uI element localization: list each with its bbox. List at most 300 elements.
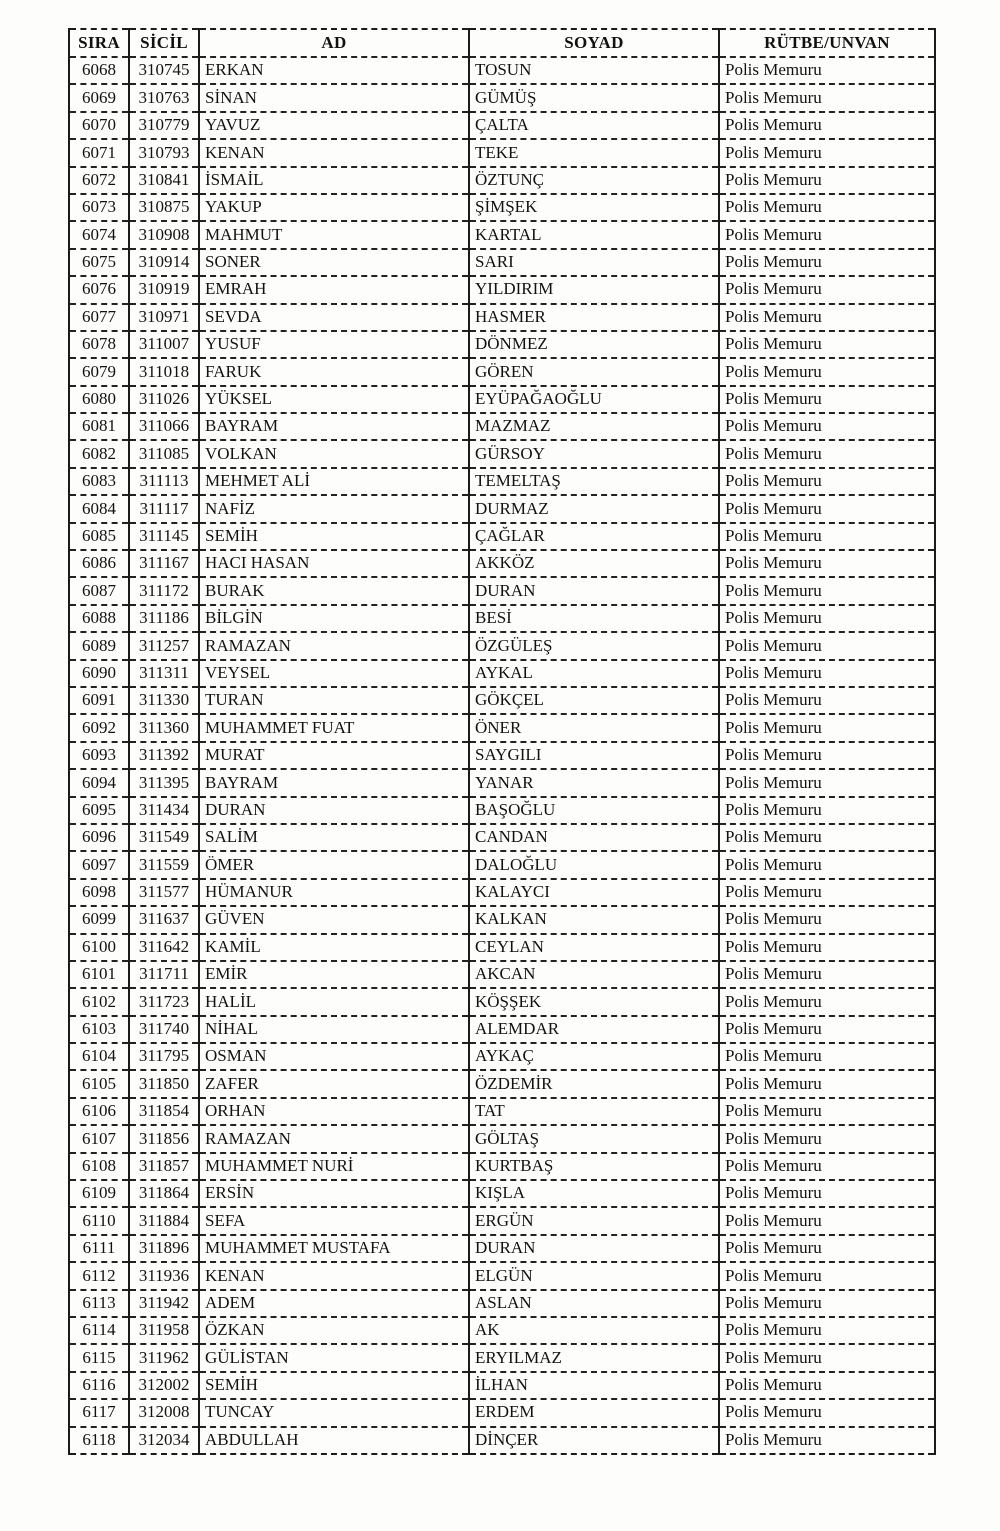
- cell-sira: 6097: [69, 851, 129, 878]
- cell-rutbe-unvan: Polis Memuru: [719, 167, 935, 194]
- cell-sira: 6100: [69, 934, 129, 961]
- cell-soyad: KURTBAŞ: [469, 1153, 719, 1180]
- cell-sira: 6099: [69, 906, 129, 933]
- table-row: [69, 714, 935, 741]
- cell-ad: İSMAİL: [199, 167, 469, 194]
- cell-rutbe-unvan: Polis Memuru: [719, 1399, 935, 1426]
- cell-sira: 6114: [69, 1317, 129, 1344]
- cell-ad: GÜVEN: [199, 906, 469, 933]
- cell-sira: 6106: [69, 1098, 129, 1125]
- table-row: [69, 413, 935, 440]
- cell-ad: TURAN: [199, 687, 469, 714]
- table-row: [69, 194, 935, 221]
- cell-ad: HALİL: [199, 988, 469, 1015]
- cell-sicil: 311936: [129, 1262, 199, 1289]
- cell-soyad: GÜMÜŞ: [469, 84, 719, 111]
- cell-soyad: AYKAL: [469, 660, 719, 687]
- cell-soyad: TEMELTAŞ: [469, 468, 719, 495]
- cell-sira: 6076: [69, 276, 129, 303]
- cell-rutbe-unvan: Polis Memuru: [719, 84, 935, 111]
- cell-sira: 6094: [69, 769, 129, 796]
- cell-ad: ABDULLAH: [199, 1427, 469, 1454]
- cell-soyad: AKKÖZ: [469, 550, 719, 577]
- personnel-table: [68, 28, 936, 1455]
- cell-rutbe-unvan: Polis Memuru: [719, 1207, 935, 1234]
- cell-sicil: 311007: [129, 331, 199, 358]
- cell-ad: YÜKSEL: [199, 386, 469, 413]
- cell-sicil: 311958: [129, 1317, 199, 1344]
- table-row: [69, 797, 935, 824]
- cell-sira: 6108: [69, 1153, 129, 1180]
- cell-rutbe-unvan: Polis Memuru: [719, 386, 935, 413]
- cell-soyad: SAYGILI: [469, 742, 719, 769]
- cell-sira: 6088: [69, 605, 129, 632]
- table-row: [69, 769, 935, 796]
- cell-sira: 6091: [69, 687, 129, 714]
- table-row: [69, 577, 935, 604]
- cell-rutbe-unvan: Polis Memuru: [719, 523, 935, 550]
- cell-sicil: 310793: [129, 139, 199, 166]
- cell-soyad: DİNÇER: [469, 1427, 719, 1454]
- table-row: [69, 1262, 935, 1289]
- table-row: [69, 961, 935, 988]
- cell-ad: MUHAMMET FUAT: [199, 714, 469, 741]
- cell-sicil: 311723: [129, 988, 199, 1015]
- cell-ad: VOLKAN: [199, 440, 469, 467]
- cell-sira: 6112: [69, 1262, 129, 1289]
- table-row: [69, 1016, 935, 1043]
- cell-ad: SONER: [199, 249, 469, 276]
- table-row: [69, 1043, 935, 1070]
- cell-soyad: ERGÜN: [469, 1207, 719, 1234]
- cell-sicil: 311026: [129, 386, 199, 413]
- table-row: [69, 687, 935, 714]
- cell-soyad: ÇAĞLAR: [469, 523, 719, 550]
- cell-soyad: ŞİMŞEK: [469, 194, 719, 221]
- cell-sira: 6075: [69, 249, 129, 276]
- cell-sicil: 311311: [129, 660, 199, 687]
- cell-sicil: 311856: [129, 1125, 199, 1152]
- cell-rutbe-unvan: Polis Memuru: [719, 550, 935, 577]
- cell-sira: 6107: [69, 1125, 129, 1152]
- cell-rutbe-unvan: Polis Memuru: [719, 413, 935, 440]
- table-row: [69, 57, 935, 84]
- cell-sira: 6109: [69, 1180, 129, 1207]
- table-row: [69, 1317, 935, 1344]
- cell-sicil: 311018: [129, 358, 199, 385]
- cell-ad: MEHMET ALİ: [199, 468, 469, 495]
- table-row: [69, 879, 935, 906]
- cell-sicil: 310919: [129, 276, 199, 303]
- cell-rutbe-unvan: Polis Memuru: [719, 276, 935, 303]
- cell-soyad: ÖZTUNÇ: [469, 167, 719, 194]
- cell-soyad: KÖŞŞEK: [469, 988, 719, 1015]
- cell-ad: MURAT: [199, 742, 469, 769]
- cell-sira: 6073: [69, 194, 129, 221]
- cell-rutbe-unvan: Polis Memuru: [719, 797, 935, 824]
- cell-rutbe-unvan: Polis Memuru: [719, 632, 935, 659]
- cell-sira: 6087: [69, 577, 129, 604]
- cell-sira: 6113: [69, 1290, 129, 1317]
- table-row: [69, 1125, 935, 1152]
- cell-sira: 6085: [69, 523, 129, 550]
- cell-sira: 6072: [69, 167, 129, 194]
- cell-soyad: TOSUN: [469, 57, 719, 84]
- cell-sicil: 311854: [129, 1098, 199, 1125]
- cell-sira: 6093: [69, 742, 129, 769]
- cell-sicil: 311257: [129, 632, 199, 659]
- cell-soyad: GÜRSOY: [469, 440, 719, 467]
- cell-sicil: 311066: [129, 413, 199, 440]
- cell-sira: 6082: [69, 440, 129, 467]
- cell-soyad: AK: [469, 1317, 719, 1344]
- cell-soyad: DALOĞLU: [469, 851, 719, 878]
- cell-rutbe-unvan: Polis Memuru: [719, 1043, 935, 1070]
- cell-sicil: 311085: [129, 440, 199, 467]
- cell-soyad: CANDAN: [469, 824, 719, 851]
- cell-soyad: SARI: [469, 249, 719, 276]
- cell-sira: 6111: [69, 1235, 129, 1262]
- table-row: [69, 523, 935, 550]
- cell-sira: 6115: [69, 1344, 129, 1371]
- cell-rutbe-unvan: Polis Memuru: [719, 906, 935, 933]
- cell-sicil: 311795: [129, 1043, 199, 1070]
- cell-ad: ERKAN: [199, 57, 469, 84]
- cell-rutbe-unvan: Polis Memuru: [719, 468, 935, 495]
- cell-sicil: 310914: [129, 249, 199, 276]
- cell-ad: VEYSEL: [199, 660, 469, 687]
- cell-ad: SEMİH: [199, 523, 469, 550]
- cell-rutbe-unvan: Polis Memuru: [719, 1180, 935, 1207]
- cell-sira: 6092: [69, 714, 129, 741]
- cell-ad: FARUK: [199, 358, 469, 385]
- cell-sicil: 311850: [129, 1070, 199, 1097]
- cell-rutbe-unvan: Polis Memuru: [719, 742, 935, 769]
- cell-sicil: 311172: [129, 577, 199, 604]
- cell-sicil: 310875: [129, 194, 199, 221]
- cell-rutbe-unvan: Polis Memuru: [719, 495, 935, 522]
- cell-rutbe-unvan: Polis Memuru: [719, 1235, 935, 1262]
- cell-soyad: GÖLTAŞ: [469, 1125, 719, 1152]
- table-body: [69, 57, 935, 1454]
- cell-rutbe-unvan: Polis Memuru: [719, 824, 935, 851]
- cell-ad: OSMAN: [199, 1043, 469, 1070]
- cell-rutbe-unvan: Polis Memuru: [719, 304, 935, 331]
- cell-sicil: 310779: [129, 112, 199, 139]
- cell-soyad: İLHAN: [469, 1372, 719, 1399]
- cell-sira: 6095: [69, 797, 129, 824]
- cell-ad: HÜMANUR: [199, 879, 469, 906]
- cell-ad: EMİR: [199, 961, 469, 988]
- cell-soyad: KALAYCI: [469, 879, 719, 906]
- cell-ad: BİLGİN: [199, 605, 469, 632]
- cell-sicil: 311145: [129, 523, 199, 550]
- cell-rutbe-unvan: Polis Memuru: [719, 879, 935, 906]
- table-row: [69, 660, 935, 687]
- table-row: [69, 276, 935, 303]
- cell-sira: 6104: [69, 1043, 129, 1070]
- cell-sira: 6078: [69, 331, 129, 358]
- cell-rutbe-unvan: Polis Memuru: [719, 1262, 935, 1289]
- cell-sira: 6083: [69, 468, 129, 495]
- cell-sira: 6116: [69, 1372, 129, 1399]
- cell-sicil: 311711: [129, 961, 199, 988]
- cell-ad: YUSUF: [199, 331, 469, 358]
- table-row: [69, 1070, 935, 1097]
- cell-soyad: TEKE: [469, 139, 719, 166]
- table-row: [69, 304, 935, 331]
- cell-soyad: ÖNER: [469, 714, 719, 741]
- column-header-sicil: SİCİL: [129, 29, 199, 57]
- table-row: [69, 1427, 935, 1454]
- table-row: [69, 221, 935, 248]
- cell-soyad: MAZMAZ: [469, 413, 719, 440]
- table-row: [69, 139, 935, 166]
- cell-sicil: 311962: [129, 1344, 199, 1371]
- cell-soyad: BAŞOĞLU: [469, 797, 719, 824]
- cell-rutbe-unvan: Polis Memuru: [719, 1344, 935, 1371]
- table-row: [69, 167, 935, 194]
- cell-soyad: GÖKÇEL: [469, 687, 719, 714]
- cell-sicil: 310763: [129, 84, 199, 111]
- cell-sira: 6081: [69, 413, 129, 440]
- cell-sicil: 311117: [129, 495, 199, 522]
- column-header-sira: SIRA: [78, 32, 120, 52]
- cell-ad: YAKUP: [199, 194, 469, 221]
- cell-sicil: 311113: [129, 468, 199, 495]
- table-row: [69, 988, 935, 1015]
- cell-soyad: CEYLAN: [469, 934, 719, 961]
- cell-rutbe-unvan: Polis Memuru: [719, 57, 935, 84]
- cell-ad: BAYRAM: [199, 769, 469, 796]
- cell-sicil: 310841: [129, 167, 199, 194]
- cell-rutbe-unvan: Polis Memuru: [719, 577, 935, 604]
- table-row: [69, 1344, 935, 1371]
- table-row: [69, 468, 935, 495]
- cell-rutbe-unvan: Polis Memuru: [719, 961, 935, 988]
- cell-rutbe-unvan: Polis Memuru: [719, 249, 935, 276]
- table-row: [69, 84, 935, 111]
- cell-rutbe-unvan: Polis Memuru: [719, 1427, 935, 1454]
- cell-ad: RAMAZAN: [199, 632, 469, 659]
- cell-rutbe-unvan: Polis Memuru: [719, 1290, 935, 1317]
- table-row: [69, 1098, 935, 1125]
- cell-rutbe-unvan: Polis Memuru: [719, 1016, 935, 1043]
- cell-sira: 6089: [69, 632, 129, 659]
- cell-sicil: 311395: [129, 769, 199, 796]
- cell-sira: 6069: [69, 84, 129, 111]
- column-header-rutbe-unvan: RÜTBE/UNVAN: [719, 29, 935, 57]
- cell-sira: 6070: [69, 112, 129, 139]
- cell-sicil: 311884: [129, 1207, 199, 1234]
- cell-soyad: GÖREN: [469, 358, 719, 385]
- cell-soyad: DÖNMEZ: [469, 331, 719, 358]
- cell-soyad: ERDEM: [469, 1399, 719, 1426]
- cell-rutbe-unvan: Polis Memuru: [719, 934, 935, 961]
- cell-sicil: 311896: [129, 1235, 199, 1262]
- cell-rutbe-unvan: Polis Memuru: [719, 605, 935, 632]
- table-header-row: [69, 29, 935, 57]
- cell-soyad: BESİ: [469, 605, 719, 632]
- cell-rutbe-unvan: Polis Memuru: [719, 1070, 935, 1097]
- cell-soyad: HASMER: [469, 304, 719, 331]
- cell-soyad: KARTAL: [469, 221, 719, 248]
- cell-soyad: YILDIRIM: [469, 276, 719, 303]
- cell-rutbe-unvan: Polis Memuru: [719, 358, 935, 385]
- table-row: [69, 1180, 935, 1207]
- table-row: [69, 934, 935, 961]
- cell-sicil: 311549: [129, 824, 199, 851]
- cell-soyad: TAT: [469, 1098, 719, 1125]
- column-header-ad: AD: [199, 29, 469, 57]
- cell-sira: 6068: [69, 57, 129, 84]
- cell-soyad: ALEMDAR: [469, 1016, 719, 1043]
- column-header-soyad: SOYAD: [469, 29, 719, 57]
- cell-sicil: 311642: [129, 934, 199, 961]
- cell-sicil: 311857: [129, 1153, 199, 1180]
- cell-soyad: DURAN: [469, 577, 719, 604]
- cell-sicil: 311637: [129, 906, 199, 933]
- cell-sira: 6071: [69, 139, 129, 166]
- cell-sira: 6077: [69, 304, 129, 331]
- cell-ad: NAFİZ: [199, 495, 469, 522]
- cell-sira: 6101: [69, 961, 129, 988]
- table-row: [69, 358, 935, 385]
- table-row: [69, 249, 935, 276]
- cell-rutbe-unvan: Polis Memuru: [719, 1153, 935, 1180]
- cell-rutbe-unvan: Polis Memuru: [719, 112, 935, 139]
- cell-sira: 6090: [69, 660, 129, 687]
- cell-sicil: 311360: [129, 714, 199, 741]
- cell-sira: 6079: [69, 358, 129, 385]
- cell-sira: 6117: [69, 1399, 129, 1426]
- cell-sicil: 312034: [129, 1427, 199, 1454]
- cell-ad: SALİM: [199, 824, 469, 851]
- cell-ad: SEMİH: [199, 1372, 469, 1399]
- table-row: [69, 440, 935, 467]
- cell-rutbe-unvan: Polis Memuru: [719, 687, 935, 714]
- table-row: [69, 386, 935, 413]
- table-row: [69, 1290, 935, 1317]
- cell-ad: SEVDA: [199, 304, 469, 331]
- cell-sira: 6080: [69, 386, 129, 413]
- cell-ad: YAVUZ: [199, 112, 469, 139]
- cell-sira: 6110: [69, 1207, 129, 1234]
- cell-soyad: AKCAN: [469, 961, 719, 988]
- cell-rutbe-unvan: Polis Memuru: [719, 440, 935, 467]
- cell-soyad: ÇALTA: [469, 112, 719, 139]
- cell-rutbe-unvan: Polis Memuru: [719, 221, 935, 248]
- table-row: [69, 824, 935, 851]
- table-row: [69, 1153, 935, 1180]
- cell-sicil: 312002: [129, 1372, 199, 1399]
- cell-rutbe-unvan: Polis Memuru: [719, 714, 935, 741]
- cell-rutbe-unvan: Polis Memuru: [719, 660, 935, 687]
- cell-sira: 6098: [69, 879, 129, 906]
- cell-ad: NİHAL: [199, 1016, 469, 1043]
- cell-sicil: 311740: [129, 1016, 199, 1043]
- table-row: [69, 495, 935, 522]
- cell-rutbe-unvan: Polis Memuru: [719, 1317, 935, 1344]
- cell-sira: 6084: [69, 495, 129, 522]
- cell-ad: ERSİN: [199, 1180, 469, 1207]
- cell-ad: ÖMER: [199, 851, 469, 878]
- cell-ad: TUNCAY: [199, 1399, 469, 1426]
- cell-sicil: 311392: [129, 742, 199, 769]
- table-row: [69, 112, 935, 139]
- cell-ad: HACI HASAN: [199, 550, 469, 577]
- cell-ad: DURAN: [199, 797, 469, 824]
- cell-ad: ZAFER: [199, 1070, 469, 1097]
- cell-soyad: EYÜPAĞAOĞLU: [469, 386, 719, 413]
- cell-soyad: YANAR: [469, 769, 719, 796]
- cell-ad: ADEM: [199, 1290, 469, 1317]
- cell-ad: GÜLİSTAN: [199, 1344, 469, 1371]
- cell-sicil: 310745: [129, 57, 199, 84]
- cell-sira: 6074: [69, 221, 129, 248]
- cell-ad: RAMAZAN: [199, 1125, 469, 1152]
- cell-sicil: 310971: [129, 304, 199, 331]
- cell-sira: 6105: [69, 1070, 129, 1097]
- cell-ad: ORHAN: [199, 1098, 469, 1125]
- cell-ad: KAMİL: [199, 934, 469, 961]
- cell-rutbe-unvan: Polis Memuru: [719, 1125, 935, 1152]
- cell-rutbe-unvan: Polis Memuru: [719, 851, 935, 878]
- cell-rutbe-unvan: Polis Memuru: [719, 331, 935, 358]
- cell-sira: 6103: [69, 1016, 129, 1043]
- table-row: [69, 1235, 935, 1262]
- table-row: [69, 605, 935, 632]
- cell-soyad: DURAN: [469, 1235, 719, 1262]
- cell-soyad: ASLAN: [469, 1290, 719, 1317]
- cell-ad: SEFA: [199, 1207, 469, 1234]
- table-row: [69, 851, 935, 878]
- cell-sira: 6102: [69, 988, 129, 1015]
- table-row: [69, 906, 935, 933]
- cell-sicil: 311577: [129, 879, 199, 906]
- cell-soyad: ERYILMAZ: [469, 1344, 719, 1371]
- cell-soyad: ELGÜN: [469, 1262, 719, 1289]
- cell-rutbe-unvan: Polis Memuru: [719, 769, 935, 796]
- cell-sicil: 310908: [129, 221, 199, 248]
- cell-rutbe-unvan: Polis Memuru: [719, 1372, 935, 1399]
- cell-ad: KENAN: [199, 1262, 469, 1289]
- cell-rutbe-unvan: Polis Memuru: [719, 194, 935, 221]
- table-row: [69, 550, 935, 577]
- cell-soyad: ÖZGÜLEŞ: [469, 632, 719, 659]
- cell-rutbe-unvan: Polis Memuru: [719, 139, 935, 166]
- cell-sicil: 312008: [129, 1399, 199, 1426]
- table-row: [69, 742, 935, 769]
- cell-ad: ÖZKAN: [199, 1317, 469, 1344]
- cell-ad: MUHAMMET MUSTAFA: [199, 1235, 469, 1262]
- cell-ad: MUHAMMET NURİ: [199, 1153, 469, 1180]
- cell-rutbe-unvan: Polis Memuru: [719, 988, 935, 1015]
- cell-sira: 6086: [69, 550, 129, 577]
- cell-sicil: 311864: [129, 1180, 199, 1207]
- cell-sira: 6118: [69, 1427, 129, 1454]
- cell-ad: BAYRAM: [199, 413, 469, 440]
- table-row: [69, 1399, 935, 1426]
- cell-sicil: 311186: [129, 605, 199, 632]
- cell-sicil: 311330: [129, 687, 199, 714]
- cell-ad: EMRAH: [199, 276, 469, 303]
- cell-ad: BURAK: [199, 577, 469, 604]
- cell-soyad: ÖZDEMİR: [469, 1070, 719, 1097]
- cell-soyad: KALKAN: [469, 906, 719, 933]
- cell-sicil: 311559: [129, 851, 199, 878]
- table-row: [69, 632, 935, 659]
